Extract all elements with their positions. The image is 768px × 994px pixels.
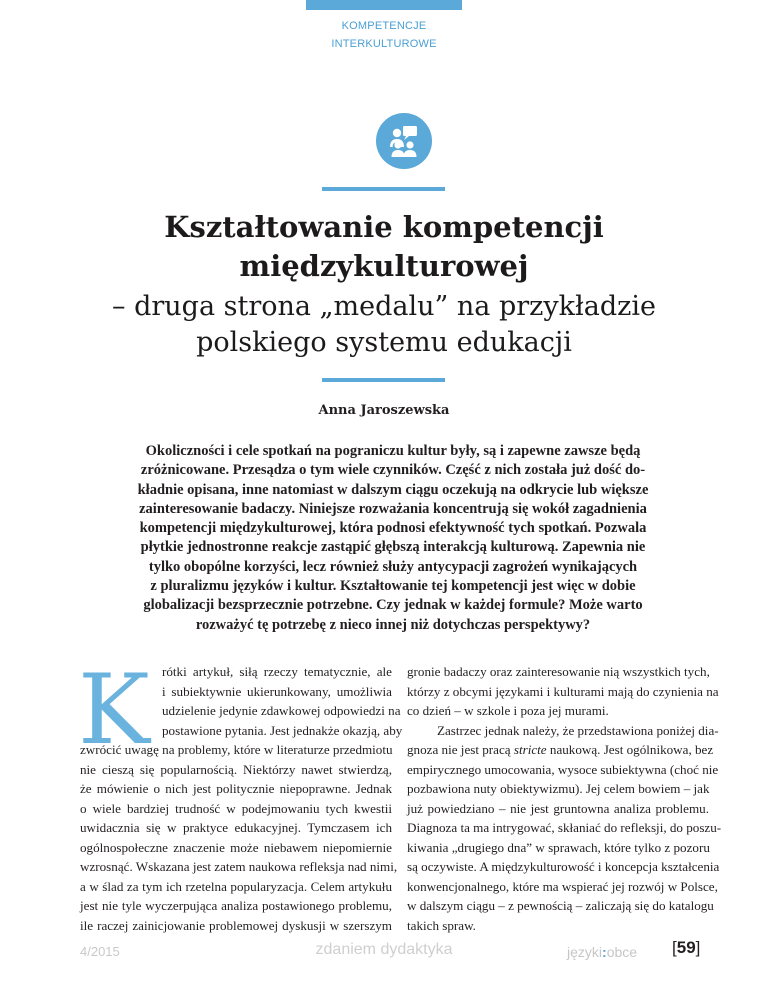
body-line: co dzień – w szkole i poza jej murami. bbox=[407, 703, 609, 718]
body-line: Diagnoza ta ma intrygować, skłaniać do refleksji, do poszu- bbox=[407, 820, 722, 835]
body-line: Zastrzec jednak należy, że przedstawiona poniżej dia- bbox=[437, 722, 719, 738]
body-line: już powiedziano – nie jest gruntowna analiza problemu. bbox=[407, 800, 709, 816]
top-accent-bar bbox=[306, 0, 462, 10]
body-line: jest nie tyle wyczerpująca analiza postawionego problemu, bbox=[80, 898, 392, 913]
title-top-rule bbox=[322, 187, 445, 191]
article-subtitle bbox=[40, 289, 728, 361]
bracket-close: ] bbox=[695, 938, 701, 957]
footer-brand-logo bbox=[567, 944, 637, 960]
body-line: gnoza nie jest pracą stricte naukową. Jest ogólnikowa, bez bbox=[407, 742, 714, 757]
abstract-line: płytkie jednostronne reakcje zastąpić głębszą interakcją kulturową. Zapewnia nie bbox=[140, 539, 646, 556]
abstract-line: kładnie opisana, inne natomiast w dalszym ciągu oczekują na odkrycie lub większe bbox=[137, 481, 649, 498]
drop-cap: K bbox=[78, 654, 150, 766]
article-title bbox=[40, 208, 728, 286]
abstract-line: globalizacji bezsprzecznie potrzebne. Czy jednak w każdej formule? Może warto bbox=[143, 597, 643, 614]
people-discussion-icon bbox=[376, 113, 432, 169]
body-line: konwencjonalnego, które ma wspierać jej rozwój w Polsce, bbox=[407, 878, 718, 894]
footer-magazine-name: zdaniem dydaktyka bbox=[315, 941, 453, 958]
body-line: postawione pytania. Jest jednakże okazją, aby bbox=[162, 722, 403, 738]
body-line: są oczywiste. A międzykulturowość i koncepcja kształcenia bbox=[407, 859, 720, 874]
footer-issue: 4/2015 bbox=[80, 944, 120, 959]
body-line: nie cieszą się popularnością. Niektórzy nawet stwierdzą, bbox=[80, 761, 392, 777]
author-name: Anna Jaroszewska bbox=[318, 403, 450, 418]
section-label-line2: INTERKULTUROWE bbox=[331, 38, 437, 50]
page-number-value: 59 bbox=[676, 938, 696, 957]
body-line: i subiektywnie ukierunkowany, umożliwia bbox=[162, 683, 392, 699]
body-line: że mówienie o nich jest politycznie niepoprawne. Jednak bbox=[80, 781, 392, 796]
body-line: wzrosnąć. Wskazana jest zatem naukowa refleksja nad nimi, bbox=[80, 859, 398, 874]
brand-right: obce bbox=[606, 944, 638, 960]
bracket-open: [ bbox=[672, 938, 677, 957]
body-line: uwidacznia się w praktyce edukacyjnej. Tymczasem ich bbox=[80, 820, 392, 835]
body-line: takich spraw. bbox=[407, 917, 476, 933]
body-line: zwrócić uwagę na problemy, które w literaturze przedmiotu bbox=[80, 742, 393, 757]
body-column-right bbox=[407, 662, 722, 935]
abstract-line: z pluralizmu języków i kultur. Kształtowanie tej kompetencji jest więc w dobie bbox=[150, 578, 636, 595]
brand-left: języki bbox=[567, 944, 603, 960]
section-label-line1: KOMPETENCJE bbox=[341, 20, 427, 32]
abstract-line: tylko obopólne korzyści, lecz również służy antycypacji zagrożeń wynikających bbox=[148, 558, 638, 575]
body-line: w dalszym ciągu – z pewnością – zaliczają się do katalogu bbox=[407, 898, 714, 913]
body-line: udzielenie jedynie zdawkowej odpowiedzi na bbox=[162, 703, 401, 718]
abstract-line: Okoliczności i cele spotkań na pograniczu kultur były, są i zapewne zawsze będą bbox=[145, 443, 641, 459]
abstract-line: rozważyć tę potrzebę z nieco innej niż dotychczas perspektywy? bbox=[195, 616, 591, 633]
body-line: o wiele bardziej trudność w podejmowaniu tych kwestii bbox=[80, 800, 392, 816]
body-line: gronie badaczy oraz zainteresowanie nią wszystkich tych, bbox=[407, 664, 710, 679]
title-line: Kształtowanie kompetencji bbox=[164, 210, 604, 244]
body-line: empirycznego umocowania, wysoce subiektywna (choć nie bbox=[407, 761, 719, 777]
body-column-left bbox=[78, 654, 403, 935]
title-line: międzykulturowej bbox=[239, 249, 529, 283]
body-line: ile raczej zainicjowanie problemowej dyskusji w szerszym bbox=[80, 917, 392, 933]
body-line: rótki artykuł, siłą rzeczy tematycznie, ale bbox=[162, 664, 392, 679]
subtitle-line: – druga strona „medalu” na przykładzie bbox=[112, 291, 656, 322]
abstract-line: zainteresowanie badaczy. Niniejsze rozważania koncentrują się wokół zagadnienia bbox=[139, 500, 647, 517]
body-line: pozbawiona nuty obiektywizmu). Jej celem bowiem – jak bbox=[407, 781, 710, 796]
body-line: ogólnospołeczne znaczenie może niebawem niepomiernie bbox=[80, 839, 392, 855]
brand-separator: : bbox=[602, 944, 607, 960]
subtitle-line: polskiego systemu edukacji bbox=[196, 327, 572, 358]
body-line: a w ślad za tym ich rzetelna popularyzacja. Celem artykułu bbox=[80, 878, 392, 894]
abstract bbox=[114, 442, 672, 635]
body-line: którzy z obcymi językami i kulturami mają do czynienia na bbox=[407, 683, 719, 699]
body-line: kiwania „drugiego dna” w sprawach, które tylko z pozoru bbox=[407, 839, 710, 855]
abstract-line: zróżnicowane. Przesądza o tym wiele czynników. Część z nich została już dość do- bbox=[140, 462, 646, 479]
section-label bbox=[0, 17, 768, 53]
title-bottom-rule bbox=[322, 378, 445, 382]
page-number bbox=[672, 938, 700, 958]
abstract-line: kompetencji międzykulturowej, która podnosi efektywność tych spotkań. Pozwala bbox=[139, 520, 647, 537]
